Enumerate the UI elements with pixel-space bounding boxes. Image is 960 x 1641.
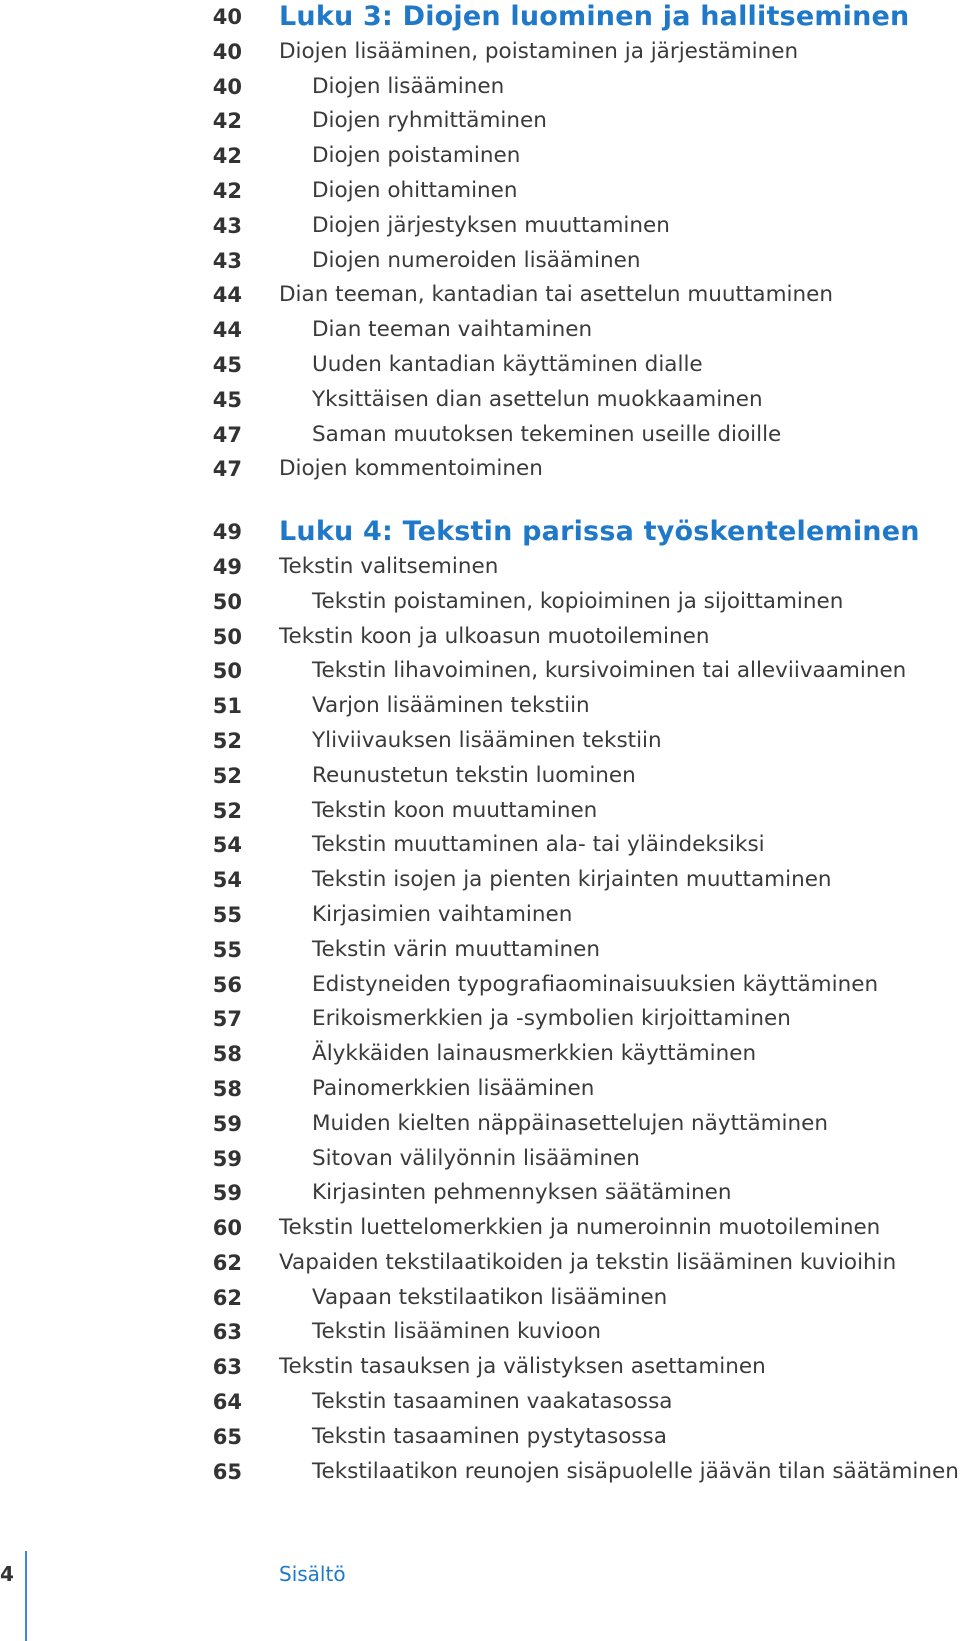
toc-entry-title: Diojen lisääminen, poistaminen ja järjestäminen <box>279 38 799 64</box>
toc-entry-page-number: 63 <box>212 1355 242 1380</box>
toc-entry-page-number: 51 <box>212 694 242 719</box>
toc-entry-title: Sitovan välilyönnin lisääminen <box>312 1145 640 1171</box>
toc-entry-page-number: 43 <box>212 213 242 238</box>
toc-entry-title: Erikoismerkkien ja -symbolien kirjoittaminen <box>312 1006 791 1032</box>
toc-entry-page-number: 43 <box>212 248 242 273</box>
toc-entry-title: Painomerkkien lisääminen <box>312 1075 595 1101</box>
toc-entry-title: Tekstilaatikon reunojen sisäpuolelle jäävän tilan säätäminen <box>312 1458 959 1484</box>
chapter-page-number: 40 <box>212 5 242 29</box>
toc-entry-title: Diojen kommentoiminen <box>279 456 543 482</box>
toc-entry-page-number: 42 <box>212 144 242 169</box>
toc-entry-page-number: 52 <box>212 728 242 753</box>
toc-entry[interactable] <box>0 174 960 209</box>
toc-entry-title: Tekstin värin muuttaminen <box>312 936 601 962</box>
toc-entry-title: Tekstin tasauksen ja välistyksen asettaminen <box>279 1354 766 1380</box>
toc-entry-page-number: 52 <box>212 763 242 788</box>
toc-entry-title: Vapaan tekstilaatikon lisääminen <box>312 1284 668 1310</box>
toc-entry-page-number: 54 <box>212 833 242 858</box>
toc-entry-title: Diojen ohittaminen <box>312 177 518 203</box>
toc-entry-title: Tekstin isojen ja pienten kirjainten muuttaminen <box>312 867 832 893</box>
toc-entry[interactable] <box>0 759 960 794</box>
toc-entry-page-number: 65 <box>212 1424 242 1449</box>
toc-entry-title: Yliviivauksen lisääminen tekstiin <box>312 727 662 753</box>
toc-entry-title: Diojen poistaminen <box>312 143 521 169</box>
toc-entry[interactable] <box>0 139 960 174</box>
toc-entry-page-number: 62 <box>212 1250 242 1275</box>
chapter-title: Luku 4: Tekstin parissa työskenteleminen <box>279 516 920 548</box>
toc-entry-title: Varjon lisääminen tekstiin <box>312 693 590 719</box>
toc-entry-title: Tekstin tasaaminen pystytasossa <box>312 1423 667 1449</box>
page-footer <box>0 1551 960 1641</box>
toc-entry[interactable] <box>0 863 960 898</box>
toc-entry-title: Tekstin muuttaminen ala- tai yläindeksiksi <box>312 832 765 858</box>
toc-entry-title: Yksittäisen dian asettelun muokkaaminen <box>312 386 763 412</box>
toc-entry[interactable] <box>0 1211 960 1246</box>
chapter-4-section <box>0 515 960 1489</box>
toc-entry-page-number: 45 <box>212 387 242 412</box>
toc-entry-title: Dian teeman, kantadian tai asettelun muuttaminen <box>279 282 833 308</box>
toc-entry[interactable] <box>0 654 960 689</box>
toc-entry[interactable] <box>0 794 960 829</box>
toc-entry[interactable] <box>0 1037 960 1072</box>
toc-entry[interactable] <box>0 1455 960 1490</box>
chapter-heading[interactable] <box>0 0 960 35</box>
footer-section-label: Sisältö <box>279 1562 346 1586</box>
toc-entry[interactable] <box>0 104 960 139</box>
chapter-heading[interactable] <box>0 515 960 550</box>
toc-entry-page-number: 58 <box>212 1042 242 1067</box>
toc-entry[interactable] <box>0 550 960 585</box>
footer-page-number: 4 <box>0 1562 14 1586</box>
toc-entry-page-number: 57 <box>212 1007 242 1032</box>
toc-entry-page-number: 62 <box>212 1285 242 1310</box>
toc-entry-title: Tekstin koon muuttaminen <box>312 797 598 823</box>
toc-entry-page-number: 50 <box>212 589 242 614</box>
toc-entry[interactable] <box>0 585 960 620</box>
toc-entry[interactable] <box>0 313 960 348</box>
toc-entry[interactable] <box>0 348 960 383</box>
toc-entry[interactable] <box>0 418 960 453</box>
toc-entry[interactable] <box>0 828 960 863</box>
section-gap <box>0 487 960 515</box>
toc-entry[interactable] <box>0 933 960 968</box>
toc-entry[interactable] <box>0 244 960 279</box>
toc-entry[interactable] <box>0 1176 960 1211</box>
toc-entry-title: Tekstin koon ja ulkoasun muotoileminen <box>279 623 710 649</box>
toc-entry-page-number: 63 <box>212 1320 242 1345</box>
toc-entry-page-number: 47 <box>212 457 242 482</box>
toc-entry[interactable] <box>0 1107 960 1142</box>
toc-entry-title: Tekstin tasaaminen vaakatasossa <box>312 1389 673 1415</box>
toc-entry-title: Dian teeman vaihtaminen <box>312 317 593 343</box>
toc-entry-title: Diojen lisääminen <box>312 73 505 99</box>
toc-entry[interactable] <box>0 1315 960 1350</box>
toc-entry-title: Vapaiden tekstilaatikoiden ja tekstin lisääminen kuvioihin <box>279 1249 897 1275</box>
toc-entry[interactable] <box>0 70 960 105</box>
chapter-3-section <box>0 0 960 487</box>
toc-entry-title: Diojen järjestyksen muuttaminen <box>312 212 670 238</box>
toc-entry-page-number: 64 <box>212 1390 242 1415</box>
toc-entry[interactable] <box>0 209 960 244</box>
toc-entry-title: Uuden kantadian käyttäminen dialle <box>312 351 703 377</box>
toc-entry[interactable] <box>0 35 960 70</box>
toc-entry-title: Kirjasimien vaihtaminen <box>312 901 573 927</box>
toc-entry-page-number: 44 <box>212 318 242 343</box>
toc-entry-page-number: 49 <box>212 554 242 579</box>
toc-entry-page-number: 40 <box>212 74 242 99</box>
footer-divider <box>25 1551 27 1641</box>
toc-entry-page-number: 59 <box>212 1146 242 1171</box>
toc-entry-title: Kirjasinten pehmennyksen säätäminen <box>312 1180 732 1206</box>
toc-entry[interactable] <box>0 1072 960 1107</box>
toc-entry-page-number: 52 <box>212 798 242 823</box>
toc-entry[interactable] <box>0 1002 960 1037</box>
toc-entry-title: Tekstin lisääminen kuvioon <box>312 1319 602 1345</box>
toc-entry-title: Saman muutoksen tekeminen useille dioille <box>312 421 782 447</box>
toc-entry-page-number: 59 <box>212 1181 242 1206</box>
toc-entry-page-number: 54 <box>212 868 242 893</box>
toc-entry[interactable] <box>0 620 960 655</box>
toc-entry-title: Tekstin luettelomerkkien ja numeroinnin muotoileminen <box>279 1215 881 1241</box>
toc-entry[interactable] <box>0 689 960 724</box>
toc-entry[interactable] <box>0 278 960 313</box>
toc-entry-page-number: 60 <box>212 1216 242 1241</box>
toc-entry-page-number: 47 <box>212 422 242 447</box>
toc-entry-title: Tekstin valitseminen <box>279 553 499 579</box>
toc-entry-page-number: 50 <box>212 659 242 684</box>
toc-entry-page-number: 55 <box>212 902 242 927</box>
toc-entry-page-number: 42 <box>212 109 242 134</box>
toc-entry-page-number: 58 <box>212 1076 242 1101</box>
toc-entry-page-number: 50 <box>212 624 242 649</box>
toc-entry-page-number: 59 <box>212 1111 242 1136</box>
toc-entry-title: Tekstin lihavoiminen, kursivoiminen tai alleviivaaminen <box>312 658 907 684</box>
chapter-page-number: 49 <box>212 520 242 545</box>
toc-entry[interactable] <box>0 1142 960 1177</box>
toc-entry[interactable] <box>0 383 960 418</box>
toc-entry-page-number: 56 <box>212 972 242 997</box>
toc-entry-page-number: 40 <box>212 39 242 64</box>
toc-entry[interactable] <box>0 1281 960 1316</box>
toc-entry-title: Diojen ryhmittäminen <box>312 108 547 134</box>
toc-entry-title: Muiden kielten näppäinasettelujen näyttäminen <box>312 1110 829 1136</box>
toc-entry-page-number: 44 <box>212 283 242 308</box>
toc-entry-page-number: 55 <box>212 937 242 962</box>
toc-entry[interactable] <box>0 898 960 933</box>
toc-entry[interactable] <box>0 968 960 1003</box>
toc-entry[interactable] <box>0 1385 960 1420</box>
toc-entry[interactable] <box>0 452 960 487</box>
toc-entry[interactable] <box>0 1350 960 1385</box>
toc-entry[interactable] <box>0 1246 960 1281</box>
toc-entry-title: Älykkäiden lainausmerkkien käyttäminen <box>312 1041 757 1067</box>
toc-entry[interactable] <box>0 724 960 759</box>
toc-entry[interactable] <box>0 1420 960 1455</box>
toc-entry-title: Edistyneiden typografiaominaisuuksien käyttäminen <box>312 971 879 997</box>
toc-entry-title: Reunustetun tekstin luominen <box>312 762 636 788</box>
toc-entry-title: Diojen numeroiden lisääminen <box>312 247 641 273</box>
toc-entry-page-number: 45 <box>212 352 242 377</box>
toc-entry-title: Tekstin poistaminen, kopioiminen ja sijoittaminen <box>312 588 844 614</box>
toc-entry-page-number: 42 <box>212 178 242 203</box>
toc-entry-page-number: 65 <box>212 1459 242 1484</box>
chapter-title: Luku 3: Diojen luominen ja hallitseminen <box>279 1 910 32</box>
